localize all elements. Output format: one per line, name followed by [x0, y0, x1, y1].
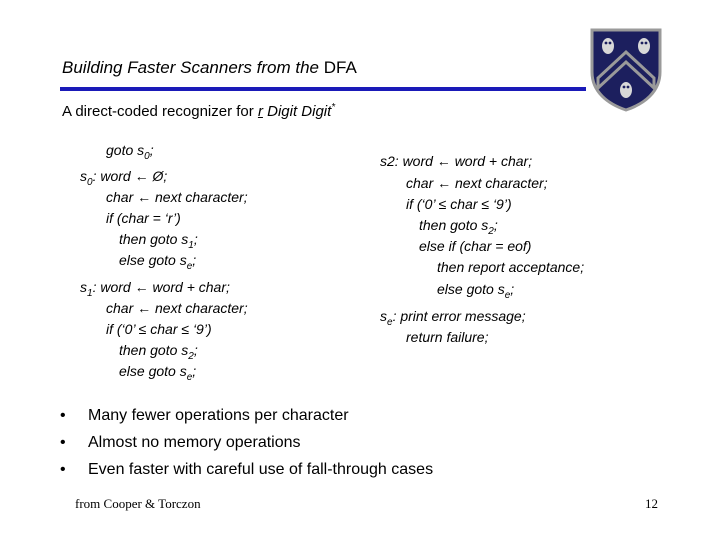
bullet-text: Many fewer operations per character — [88, 407, 349, 424]
code-line: return failure; — [406, 329, 489, 345]
code-line — [437, 279, 514, 306]
bullet-text: Almost no memory operations — [88, 434, 301, 451]
code-line: else if (char = eof) — [419, 238, 532, 254]
code-sub: e — [387, 316, 393, 328]
code-text: : word ← word + char; — [92, 279, 230, 295]
slide-title-text: Building Faster Scanners from the — [62, 58, 324, 77]
subtitle-r: r — [257, 103, 263, 120]
title-rule — [60, 87, 586, 91]
page-number: 12 — [645, 496, 658, 511]
slide-subtitle — [62, 102, 335, 120]
code-line: if (char = ‘r’) — [106, 210, 181, 226]
code-text: ; — [193, 231, 198, 247]
code-sub: 0 — [87, 176, 93, 188]
bullet-icon: • — [60, 461, 66, 478]
code-line: then report acceptance; — [437, 259, 585, 275]
footer-credit: from Cooper & Torczon — [75, 496, 201, 511]
code-text: ; — [193, 342, 198, 358]
code-sub: e — [186, 371, 193, 383]
code-line — [106, 140, 154, 167]
code-sub: 1 — [188, 239, 194, 251]
code-text: else goto s — [119, 363, 187, 379]
code-text: s — [380, 308, 387, 324]
code-text: ; — [192, 252, 197, 268]
code-sub: e — [186, 260, 193, 272]
code-text: then goto s — [419, 217, 489, 233]
code-text: ; — [149, 142, 154, 158]
code-line: if (‘0’ ≤ char ≤ ‘9’) — [106, 321, 212, 337]
bullet-text: Even faster with careful use of fall-through cases — [88, 461, 434, 478]
code-text: ; — [192, 363, 197, 379]
slide-title — [62, 58, 357, 78]
bullet-icon: • — [60, 407, 66, 424]
code-text: : print error message; — [392, 308, 526, 324]
slide-title-dfa: DFA — [323, 58, 357, 77]
subtitle-prefix: A direct-coded recognizer for — [62, 103, 258, 120]
code-text: else goto s — [437, 281, 505, 297]
subtitle-rest: Digit Digit — [262, 103, 332, 120]
code-text: then goto s — [119, 231, 189, 247]
code-sub: 1 — [87, 287, 93, 299]
code-text: goto s — [106, 142, 145, 158]
code-text: else goto s — [119, 252, 187, 268]
code-line: char ← next character; — [106, 189, 248, 205]
bullet-icon: • — [60, 434, 66, 451]
code-sub: 0 — [144, 150, 150, 162]
code-line — [119, 361, 196, 388]
code-line: s2: word ← word + char; — [380, 153, 533, 169]
subtitle-star: * — [331, 102, 336, 113]
code-sub: e — [504, 289, 511, 301]
code-line — [119, 250, 196, 277]
code-text: ; — [510, 281, 515, 297]
code-text: then goto s — [119, 342, 189, 358]
code-line: char ← next character; — [106, 300, 248, 316]
code-sub: 2 — [188, 350, 194, 362]
code-line: char ← next character; — [406, 175, 548, 191]
code-line: if (‘0’ ≤ char ≤ ‘9’) — [406, 196, 512, 212]
code-sub: 2 — [488, 225, 494, 237]
rice-owl-shield-icon — [588, 26, 664, 112]
code-text: : word ← Ø; — [92, 168, 168, 184]
code-text: ; — [493, 217, 498, 233]
code-text: s — [80, 279, 87, 295]
code-text: s — [80, 168, 87, 184]
